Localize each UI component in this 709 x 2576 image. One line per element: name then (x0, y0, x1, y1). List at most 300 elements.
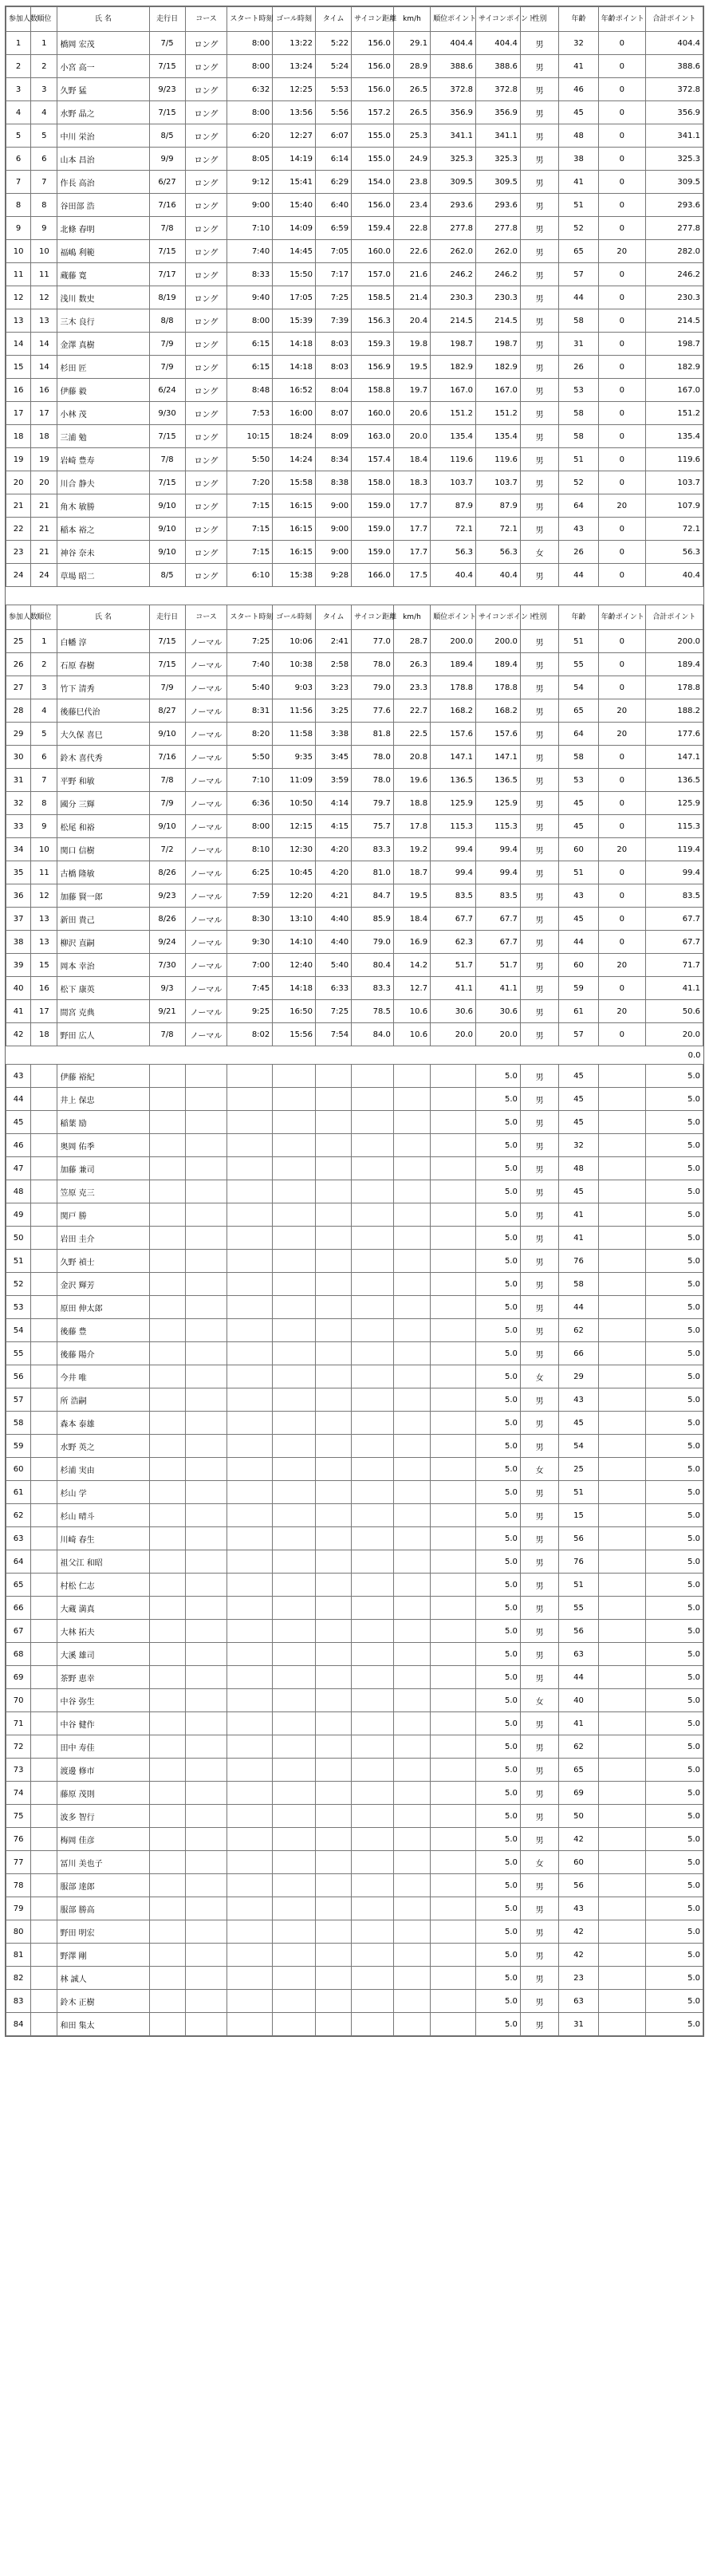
table-cell: 44 (559, 1296, 598, 1319)
table-cell (316, 1504, 352, 1527)
table-cell (316, 1273, 352, 1296)
table-cell: 27 (6, 676, 31, 699)
table-cell (316, 1365, 352, 1388)
table-cell (149, 1828, 185, 1851)
table-row-normal (6, 861, 703, 884)
table-cell: 159.4 (352, 217, 394, 240)
table-cell: 草場 昭二 (57, 564, 149, 587)
table-cell (31, 1897, 57, 1920)
table-cell: 8/5 (149, 124, 185, 148)
table-cell: 8:33 (227, 263, 273, 286)
table-cell: 125.9 (645, 792, 703, 815)
table-cell: 18.4 (393, 448, 430, 471)
table-cell: 81.0 (352, 861, 394, 884)
table-cell: 7/15 (149, 653, 185, 676)
table-cell: 189.4 (476, 653, 521, 676)
table-cell (149, 1412, 185, 1435)
table-cell (431, 1388, 476, 1412)
table-cell: 8:10 (227, 838, 273, 861)
table-cell: 136.5 (645, 769, 703, 792)
header-cell: 氏 名 (57, 605, 149, 630)
table-cell (227, 1250, 273, 1273)
table-cell: 5.0 (476, 1227, 521, 1250)
table-cell: 12:27 (273, 124, 316, 148)
table-row-participation (6, 1643, 703, 1666)
table-cell: 30.6 (476, 1000, 521, 1023)
table-cell (31, 1620, 57, 1643)
table-cell: 55 (559, 1597, 598, 1620)
table-cell: 60 (559, 1851, 598, 1874)
table-row-long (6, 379, 703, 402)
table-cell (273, 1828, 316, 1851)
table-cell (227, 1851, 273, 1874)
table-cell (598, 1597, 645, 1620)
table-cell: 5.0 (645, 1157, 703, 1180)
table-cell (393, 1851, 430, 1874)
table-cell: 52 (6, 1273, 31, 1296)
table-cell: 5.0 (645, 1342, 703, 1365)
table-cell: 3 (31, 676, 57, 699)
table-cell: 3:25 (316, 699, 352, 723)
header-cell: サイコンポイント (476, 7, 521, 32)
table-cell: 21.4 (393, 286, 430, 309)
table-cell: 5.0 (645, 1874, 703, 1897)
table-cell: 9/10 (149, 541, 185, 564)
table-cell: 57 (559, 1023, 598, 1046)
table-cell: 74 (6, 1782, 31, 1805)
table-cell: 7/16 (149, 194, 185, 217)
table-cell: 女 (520, 1365, 558, 1388)
table-cell: 67.7 (645, 931, 703, 954)
table-cell: 0 (598, 425, 645, 448)
table-cell (149, 1296, 185, 1319)
table-cell: 16:15 (273, 518, 316, 541)
table-cell: 230.3 (476, 286, 521, 309)
table-cell (31, 1990, 57, 2013)
table-cell (352, 1458, 394, 1481)
table-cell: 男 (520, 2013, 558, 2036)
table-cell: 43 (559, 1897, 598, 1920)
table-cell: 99.4 (645, 861, 703, 884)
table-cell (31, 1597, 57, 1620)
table-cell: 男 (520, 1250, 558, 1273)
table-cell: 男 (520, 792, 558, 815)
table-cell (31, 1689, 57, 1712)
table-cell: 男 (520, 448, 558, 471)
table-cell: 5.0 (476, 1458, 521, 1481)
table-cell (431, 1203, 476, 1227)
table-cell (598, 1574, 645, 1597)
table-cell (598, 1805, 645, 1828)
table-cell: 28.9 (393, 55, 430, 78)
table-cell (149, 1273, 185, 1296)
table-cell: 159.0 (352, 494, 394, 518)
table-cell: 325.3 (476, 148, 521, 171)
table-cell: 5.0 (645, 1828, 703, 1851)
table-cell: 7/17 (149, 263, 185, 286)
table-cell: 62 (6, 1504, 31, 1527)
table-cell: 中谷 弥生 (57, 1689, 149, 1712)
table-cell (393, 1550, 430, 1574)
table-cell: ロング (185, 78, 227, 101)
table-cell: 9/9 (149, 148, 185, 171)
table-cell: 26 (6, 653, 31, 676)
table-cell: 87.9 (431, 494, 476, 518)
table-cell (598, 1388, 645, 1412)
table-cell: 9:30 (227, 931, 273, 954)
table-cell: 7/9 (149, 333, 185, 356)
table-cell: 198.7 (476, 333, 521, 356)
table-cell: ロング (185, 448, 227, 471)
table-cell: 45 (559, 1180, 598, 1203)
table-cell: ノーマル (185, 1023, 227, 1046)
table-cell: 46 (6, 1134, 31, 1157)
table-cell (273, 1227, 316, 1250)
spacer-row (6, 587, 703, 605)
table-cell (393, 1759, 430, 1782)
table-cell: 341.1 (645, 124, 703, 148)
table-cell (393, 1481, 430, 1504)
table-cell: 156.9 (352, 356, 394, 379)
table-row-normal (6, 1000, 703, 1023)
table-cell (273, 1550, 316, 1574)
table-cell: 277.8 (645, 217, 703, 240)
table-cell (185, 1180, 227, 1203)
table-cell: 18.7 (393, 861, 430, 884)
table-cell (185, 1111, 227, 1134)
table-cell: 10:38 (273, 653, 316, 676)
table-cell: 51 (559, 861, 598, 884)
table-row-long (6, 32, 703, 55)
table-cell (431, 1689, 476, 1712)
header-cell: 順位 (31, 605, 57, 630)
table-cell: ロング (185, 564, 227, 587)
table-cell: 246.2 (645, 263, 703, 286)
table-cell: 24.9 (393, 148, 430, 171)
table-cell: 14:18 (273, 977, 316, 1000)
table-cell: 5.0 (476, 1712, 521, 1735)
table-cell: 372.8 (476, 78, 521, 101)
table-cell: 女 (520, 1689, 558, 1712)
table-cell: 笠原 克三 (57, 1180, 149, 1203)
table-cell: 38 (6, 931, 31, 954)
table-cell: 6/24 (149, 379, 185, 402)
table-cell: 67 (6, 1620, 31, 1643)
table-cell (598, 1227, 645, 1250)
table-cell: 76 (559, 1250, 598, 1273)
table-cell (316, 1157, 352, 1180)
table-cell: 5.0 (476, 1342, 521, 1365)
table-cell (352, 1134, 394, 1157)
table-cell (316, 1412, 352, 1435)
table-cell: 83 (6, 1990, 31, 2013)
table-cell: 77 (6, 1851, 31, 1874)
table-cell: 5.0 (476, 1319, 521, 1342)
table-cell: 5.0 (645, 1111, 703, 1134)
table-cell: 2:41 (316, 630, 352, 653)
table-cell: 20 (598, 838, 645, 861)
table-cell (598, 1250, 645, 1273)
table-cell: 32 (559, 32, 598, 55)
table-cell: 16:15 (273, 541, 316, 564)
table-cell (316, 1180, 352, 1203)
table-cell: 12.7 (393, 977, 430, 1000)
header-cell: 性別 (520, 605, 558, 630)
table-cell (598, 1643, 645, 1666)
table-cell: 関戸 勝 (57, 1203, 149, 1227)
table-cell: 14:18 (273, 333, 316, 356)
table-cell: 8:00 (227, 32, 273, 55)
table-cell: 167.0 (645, 379, 703, 402)
table-cell (149, 2013, 185, 2036)
table-cell: 5.0 (645, 1574, 703, 1597)
table-cell: 214.5 (431, 309, 476, 333)
table-cell: 男 (520, 263, 558, 286)
table-cell: 男 (520, 1666, 558, 1689)
table-cell (431, 1296, 476, 1319)
table-cell (273, 1874, 316, 1897)
table-cell: 松尾 和裕 (57, 815, 149, 838)
table-cell (273, 1944, 316, 1967)
table-cell (273, 1203, 316, 1227)
table-cell: 21.6 (393, 263, 430, 286)
table-cell: 135.4 (476, 425, 521, 448)
table-cell: 87.9 (476, 494, 521, 518)
table-cell: 8:03 (316, 356, 352, 379)
table-cell: 50 (6, 1227, 31, 1250)
table-cell: 135.4 (645, 425, 703, 448)
spacer-total-cell: 0.0 (645, 1046, 703, 1065)
table-cell: ロング (185, 471, 227, 494)
table-cell: 男 (520, 124, 558, 148)
table-cell (227, 1759, 273, 1782)
table-cell: 男 (520, 954, 558, 977)
table-cell: 男 (520, 1481, 558, 1504)
table-cell: 25.3 (393, 124, 430, 148)
table-cell (431, 1412, 476, 1435)
table-cell (316, 1689, 352, 1712)
table-cell: 6:14 (316, 148, 352, 171)
table-cell (149, 1944, 185, 1967)
header-cell: タイム (316, 7, 352, 32)
table-cell (273, 1111, 316, 1134)
table-cell (227, 1088, 273, 1111)
table-cell: 5 (31, 124, 57, 148)
table-cell: 81.8 (352, 723, 394, 746)
table-cell: 36 (6, 884, 31, 908)
table-cell (316, 1874, 352, 1897)
table-cell: 8:07 (316, 402, 352, 425)
table-cell (273, 1319, 316, 1342)
table-cell: ノーマル (185, 977, 227, 1000)
table-cell: 中谷 健作 (57, 1712, 149, 1735)
table-cell (598, 1897, 645, 1920)
table-cell: 147.1 (645, 746, 703, 769)
table-cell: 214.5 (645, 309, 703, 333)
table-cell (185, 1504, 227, 1527)
table-cell (431, 1920, 476, 1944)
table-row-long (6, 101, 703, 124)
table-cell: 246.2 (431, 263, 476, 286)
table-cell (598, 1088, 645, 1111)
table-cell (227, 1874, 273, 1897)
table-cell: 159.0 (352, 541, 394, 564)
table-cell: 79 (6, 1897, 31, 1920)
table-cell (227, 1643, 273, 1666)
table-cell: 小林 茂 (57, 402, 149, 425)
table-cell (431, 1250, 476, 1273)
table-cell: 23.8 (393, 171, 430, 194)
table-cell: 53 (559, 379, 598, 402)
table-cell (185, 1527, 227, 1550)
table-cell: ノーマル (185, 699, 227, 723)
table-cell: 5.0 (645, 1967, 703, 1990)
header-cell: スタート時刻 (227, 605, 273, 630)
table-cell: 309.5 (645, 171, 703, 194)
table-cell: 16 (31, 977, 57, 1000)
table-cell (316, 1920, 352, 1944)
table-cell: 67.7 (476, 931, 521, 954)
table-cell (227, 1782, 273, 1805)
table-cell: 作長 高治 (57, 171, 149, 194)
table-cell (149, 1527, 185, 1550)
table-cell: 156.0 (352, 32, 394, 55)
table-cell: 158.0 (352, 471, 394, 494)
table-cell (598, 1412, 645, 1435)
table-cell: 6:29 (316, 171, 352, 194)
table-cell: 29.1 (393, 32, 430, 55)
table-cell: 125.9 (476, 792, 521, 815)
table-cell (598, 1435, 645, 1458)
table-cell: 119.4 (645, 838, 703, 861)
table-cell (352, 1273, 394, 1296)
table-cell (352, 1365, 394, 1388)
table-cell (273, 1759, 316, 1782)
table-cell: 男 (520, 861, 558, 884)
table-cell: 8 (31, 792, 57, 815)
table-row-participation (6, 1157, 703, 1180)
table-cell (273, 1342, 316, 1365)
table-cell (185, 1666, 227, 1689)
table-cell (149, 1851, 185, 1874)
normal-course-rows (6, 630, 703, 1046)
long-course-rows (6, 32, 703, 587)
table-cell: 20.0 (393, 425, 430, 448)
table-cell: 5.0 (476, 1435, 521, 1458)
table-cell (227, 1412, 273, 1435)
table-cell: 56.3 (476, 541, 521, 564)
table-cell (393, 2013, 430, 2036)
table-cell: 51 (559, 448, 598, 471)
table-cell (393, 1897, 430, 1920)
table-cell: 19 (6, 448, 31, 471)
table-cell: 女 (520, 541, 558, 564)
table-cell (316, 1666, 352, 1689)
table-cell: 0 (598, 931, 645, 954)
table-cell: 18.4 (393, 908, 430, 931)
table-row-participation (6, 1250, 703, 1273)
table-cell: 15 (31, 954, 57, 977)
spacer-row (6, 1046, 703, 1065)
table-cell (227, 1435, 273, 1458)
table-cell (431, 1944, 476, 1967)
table-cell: 58 (6, 1412, 31, 1435)
table-cell: 7/2 (149, 838, 185, 861)
table-cell: 男 (520, 1000, 558, 1023)
table-cell: 30.6 (431, 1000, 476, 1023)
header-cell: 年齢ポイント (598, 605, 645, 630)
table-row-long (6, 286, 703, 309)
table-row-long (6, 494, 703, 518)
table-cell (31, 1203, 57, 1227)
table-cell: 浅川 数史 (57, 286, 149, 309)
table-cell: 51.7 (431, 954, 476, 977)
table-cell (598, 1527, 645, 1550)
table-cell: 156.0 (352, 194, 394, 217)
table-cell: 男 (520, 101, 558, 124)
table-cell: 5.0 (476, 1828, 521, 1851)
table-cell (31, 1319, 57, 1342)
table-cell (598, 1782, 645, 1805)
table-cell: 中川 栄治 (57, 124, 149, 148)
table-cell (598, 1874, 645, 1897)
table-row-participation (6, 1504, 703, 1527)
table-cell: 男 (520, 356, 558, 379)
table-cell: 7:45 (227, 977, 273, 1000)
table-cell: 58 (559, 309, 598, 333)
table-cell: 鈴木 正樹 (57, 1990, 149, 2013)
table-cell: 男 (520, 630, 558, 653)
table-cell: 54 (559, 1435, 598, 1458)
table-cell: 45 (559, 1065, 598, 1088)
table-cell: 63 (6, 1527, 31, 1550)
table-cell: 155.0 (352, 148, 394, 171)
table-cell: 久野 猛 (57, 78, 149, 101)
table-cell: 157.6 (476, 723, 521, 746)
table-cell (227, 1712, 273, 1735)
table-cell: 5.0 (476, 1111, 521, 1134)
table-cell: 65 (559, 1759, 598, 1782)
table-cell: 9:25 (227, 1000, 273, 1023)
table-cell: 23 (559, 1967, 598, 1990)
table-cell (227, 1481, 273, 1504)
table-cell: 158.8 (352, 379, 394, 402)
table-row-participation (6, 1065, 703, 1088)
table-cell: 男 (520, 1412, 558, 1435)
table-cell (352, 1157, 394, 1180)
table-cell (31, 1666, 57, 1689)
table-cell (273, 1689, 316, 1712)
table-cell: 5.0 (476, 1388, 521, 1412)
table-cell (185, 1851, 227, 1874)
table-cell: 6:33 (316, 977, 352, 1000)
table-cell: 0 (598, 861, 645, 884)
table-cell: 5.0 (476, 1597, 521, 1620)
table-cell: 159.3 (352, 333, 394, 356)
table-cell (316, 1805, 352, 1828)
table-cell (393, 1620, 430, 1643)
table-cell: 157.6 (431, 723, 476, 746)
table-cell: ロング (185, 309, 227, 333)
table-cell: 男 (520, 1967, 558, 1990)
table-cell (431, 1342, 476, 1365)
table-cell: 5.0 (645, 1134, 703, 1157)
table-cell: 大久保 喜巳 (57, 723, 149, 746)
table-cell (316, 1597, 352, 1620)
table-cell (31, 1342, 57, 1365)
table-cell: 53 (6, 1296, 31, 1319)
table-cell (185, 1620, 227, 1643)
